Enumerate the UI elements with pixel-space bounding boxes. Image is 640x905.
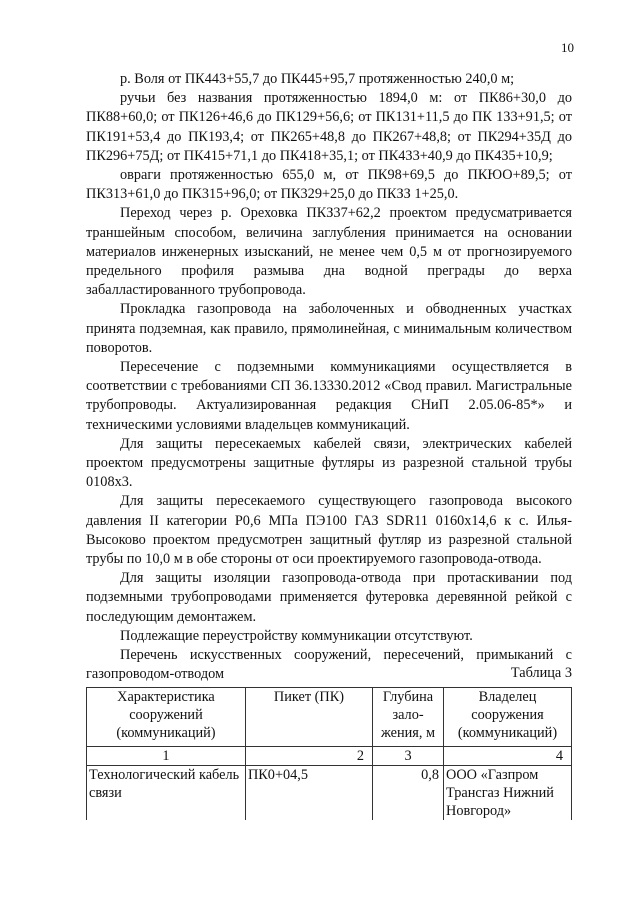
header-cell: Характеристика сооружений (коммуникаций) <box>87 688 246 747</box>
paragraph: р. Воля от ПК443+55,7 до ПК445+95,7 протяженностью 240,0 м; <box>120 71 515 87</box>
paragraph: ручьи без названия протяженностью 1894,0 м: от ПК86+30,0 до ПК88+60,0; от ПК126+46,6 до ПК129+56,6; от ПК131+11,5 до ПК 133+91,5; от ПК191+53,4 до ПК193,4; от ПК265+48,8 до ПК267+48,8; от ПК294+35Д до ПК296+75Д; от ПК415+71,1 до ПК418+35,1; от ПК433+40,9 до ПК435+10,9; <box>86 90 572 164</box>
header-cell: Владелец сооружения (коммуникаций) <box>444 688 572 747</box>
column-number: 3 <box>373 747 444 766</box>
column-number: 2 <box>245 747 372 766</box>
body-text <box>86 70 572 685</box>
paragraph: Перечень искусственных сооружений, пересечений, примыканий с газопроводом-отводом <box>86 647 572 683</box>
table-cell: 0,8 <box>373 766 444 821</box>
paragraph: овраги протяженностью 655,0 м, от ПК98+69,5 до ПКЮО+89,5; от ПК313+61,0 до ПК315+96,0; от ПК329+25,0 до ПКЗЗ 1+25,0. <box>86 167 572 203</box>
table-column-numbers-row <box>87 747 572 766</box>
table-cell: Технологический кабель связи <box>87 766 246 821</box>
table-cell: ООО «Газпром Трансгаз Нижний Новгород» <box>444 766 572 821</box>
page-number: 10 <box>561 40 574 55</box>
structures-table <box>86 687 572 820</box>
table-header-row <box>87 688 572 747</box>
paragraph: Переход через р. Ореховка ПКЗ37+62,2 проектом предусматривается траншейным способом, величина заглубления принимается на основании материалов инженерных изысканий, не менее чем 0,5 м от прогнозируемого предельного профиля размыва дна водной преграды до верха забалластированного трубопровода. <box>86 205 572 299</box>
table-row <box>87 766 572 821</box>
paragraph: Пересечение с подземными коммуникациями осуществляется в соответствии с требованиями СП 36.13330.2012 «Свод правил. Магистральные трубопроводы. Актуализированная редакция СНиП 2.05.06-85*» и техническими условиями владельцев коммуникаций. <box>86 359 572 433</box>
table-cell: ПК0+04,5 <box>245 766 372 821</box>
paragraph: Для защиты пересекаемого существующего газопровода высокого давления II категории Р0,6 МПа ПЭ100 ГАЗ SDR11 0160x14,6 к с. Илья-Высоково проектом предусмотрен защитный футляр из разрезной стальной трубы по 10,0 м в обе стороны от оси проектируемого газопровода-отвода. <box>86 493 572 568</box>
column-number: 1 <box>87 747 246 766</box>
table-caption: Таблица 3 <box>510 665 572 681</box>
paragraph: Подлежащие переустройству коммуникации отсутствуют. <box>120 627 473 644</box>
paragraph: Для защиты изоляции газопровода-отвода при протаскивании под подземными трубопроводами применяется футеровка деревянной рейкой с последующим демонтажем. <box>86 570 572 625</box>
paragraph: Прокладка газопровода на заболоченных и обводненных участках принята подземная, как правило, прямолинейная, с минимальным количеством поворотов. <box>86 301 572 356</box>
header-cell: Пикет (ПК) <box>245 688 372 747</box>
column-number: 4 <box>444 747 572 766</box>
paragraph: Для защиты пересекаемых кабелей связи, электрических кабелей проектом предусмотрены защитные футляры из разрезной стальной трубы 0108x3. <box>86 435 572 491</box>
header-cell: Глубина зало-жения, м <box>373 688 444 747</box>
